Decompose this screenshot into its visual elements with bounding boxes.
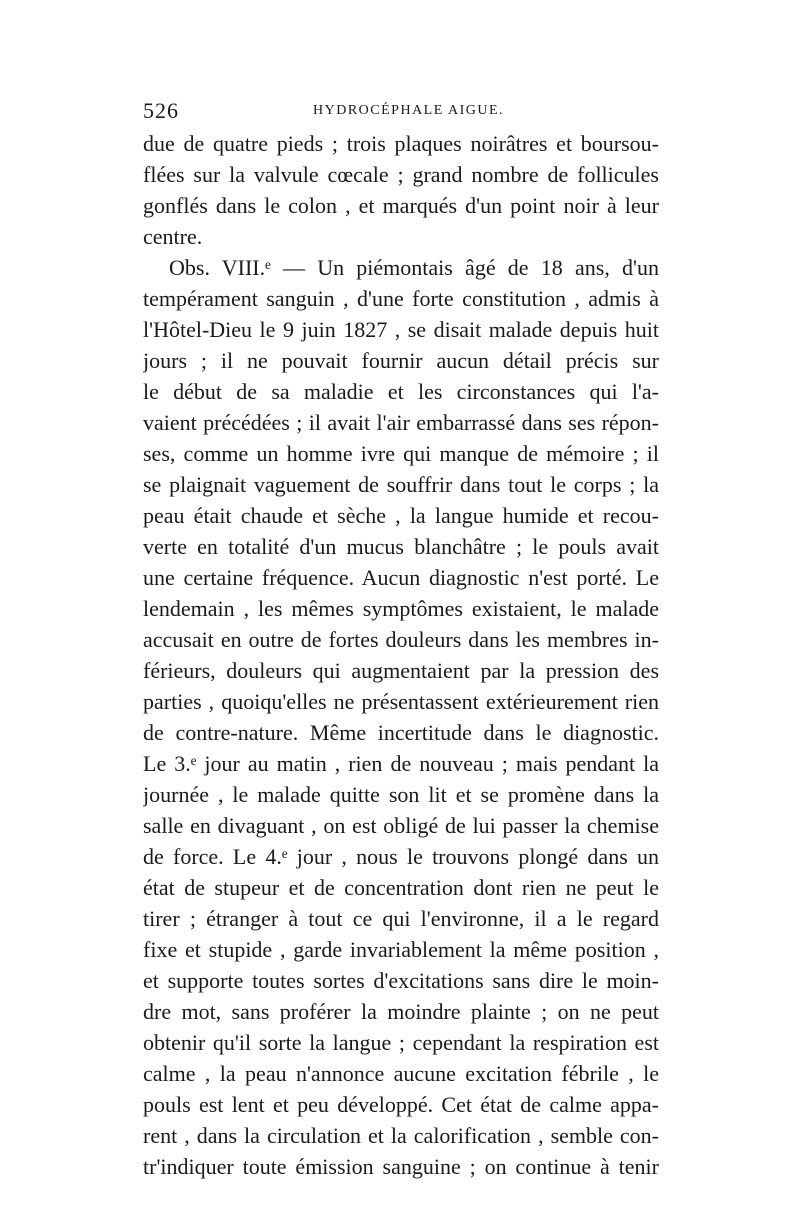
text-line: obtenir qu'il sorte la langue ; cependant la respiration est <box>143 1030 659 1055</box>
text-line: vaient précédées ; il avait l'air embarrassé dans ses répon- <box>143 410 659 435</box>
text-line: flées sur la valvule cœcale ; grand nombre de follicules <box>143 162 659 187</box>
running-title: HYDROCÉPHALE AIGUE. <box>313 103 505 118</box>
body-text <box>143 128 659 1182</box>
text-line: Le 3.ᵉ jour au matin , rien de nouveau ; mais pendant la <box>143 751 659 776</box>
text-line: férieurs, douleurs qui augmentaient par la pression des <box>143 658 659 683</box>
text-line: centre. <box>143 224 203 249</box>
text-line: lendemain , les mêmes symptômes existaient, le malade <box>143 596 659 621</box>
observation-heading-line: Obs. VIII.ᵉ — Un piémontais âgé de 18 ans, d'un <box>169 255 659 280</box>
text-line: ses, comme un homme ivre qui manque de mémoire ; il <box>143 441 659 466</box>
text-line: due de quatre pieds ; trois plaques noirâtres et boursou- <box>143 131 659 156</box>
text-line: état de stupeur et de concentration dont rien ne peut le <box>143 875 659 900</box>
text-line: une certaine fréquence. Aucun diagnostic n'est porté. Le <box>143 565 659 590</box>
text-line: de contre-nature. Même incertitude dans le diagnostic. <box>143 720 659 745</box>
text-line: se plaignait vaguement de souffrir dans tout le corps ; la <box>143 472 659 497</box>
text-line: le début de sa maladie et les circonstances qui l'a- <box>143 379 659 404</box>
text-line: jours ; il ne pouvait fournir aucun détail précis sur <box>143 348 659 373</box>
text-line: gonflés dans le colon , et marqués d'un point noir à leur <box>143 193 659 218</box>
text-line: fixe et stupide , garde invariablement la même position , <box>143 937 659 962</box>
text-line: tr'indiquer toute émission sanguine ; on continue à tenir <box>143 1154 659 1179</box>
text-line: salle en divaguant , on est obligé de lui passer la chemise <box>143 813 659 838</box>
text-line: verte en totalité d'un mucus blanchâtre ; le pouls avait <box>143 534 659 559</box>
text-line: pouls est lent et peu développé. Cet état de calme appa- <box>143 1092 659 1117</box>
page-number: 526 <box>143 98 179 123</box>
text-line: accusait en outre de fortes douleurs dans les membres in- <box>143 627 659 652</box>
text-line: tirer ; étranger à tout ce qui l'environne, il a le regard <box>143 906 659 931</box>
text-line: l'Hôtel-Dieu le 9 juin 1827 , se disait malade depuis huit <box>143 317 659 342</box>
text-line: calme , la peau n'annonce aucune excitation fébrile , le <box>143 1061 659 1086</box>
text-line: dre mot, sans proférer la moindre plainte ; on ne peut <box>143 999 659 1024</box>
text-line: parties , quoiqu'elles ne présentassent extérieurement rien <box>143 689 659 714</box>
text-line: journée , le malade quitte son lit et se promène dans la <box>143 782 659 807</box>
text-line: de force. Le 4.ᵉ jour , nous le trouvons plongé dans un <box>143 844 659 869</box>
text-line: peau était chaude et sèche , la langue humide et recou- <box>143 503 659 528</box>
text-line: rent , dans la circulation et la calorification , semble con- <box>143 1123 659 1148</box>
running-head <box>143 98 659 124</box>
text-line: et supporte toutes sortes d'excitations sans dire le moin- <box>143 968 659 993</box>
text-line: tempérament sanguin , d'une forte constitution , admis à <box>143 286 659 311</box>
